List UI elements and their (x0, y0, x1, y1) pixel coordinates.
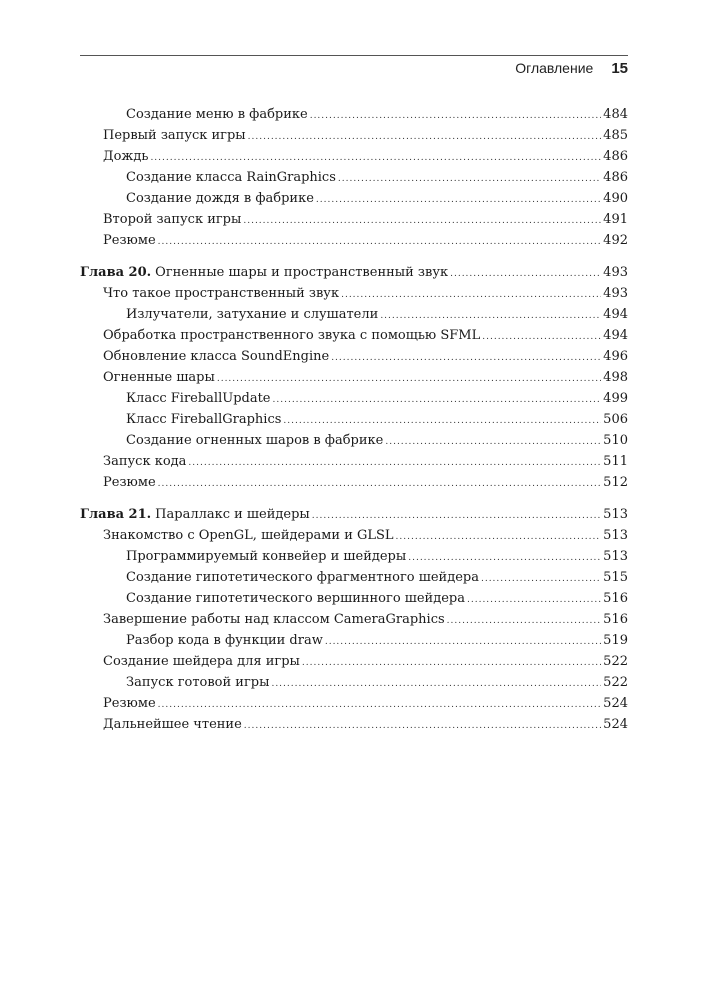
toc-entry-page: 524 (603, 696, 628, 711)
dot-leader (316, 190, 601, 211)
dot-leader (325, 632, 601, 653)
toc-entry-title: Резюме (103, 475, 156, 490)
toc-entry (80, 630, 628, 651)
dot-leader (312, 506, 601, 527)
toc-entry (80, 209, 628, 230)
dot-leader (217, 369, 601, 390)
toc-entry-title: Создание класса RainGraphics (126, 170, 336, 185)
toc-entry-title: Создание гипотетического вершинного шейдера (126, 591, 465, 606)
toc-entry-page: 493 (603, 286, 628, 301)
dot-leader (481, 569, 601, 590)
toc-entry (80, 367, 628, 388)
toc-entry-page: 490 (603, 191, 628, 206)
toc-entry-title: Разбор кода в функции draw (126, 633, 323, 648)
toc-entry-page: 515 (603, 570, 628, 585)
dot-leader (467, 590, 601, 611)
toc-entry (80, 388, 628, 409)
toc-entry (80, 283, 628, 304)
toc-entry-title: Дальнейшее чтение (103, 717, 242, 732)
toc-entry (80, 672, 628, 693)
toc-entry-page: 516 (603, 591, 628, 606)
dot-leader (244, 716, 601, 737)
chapter-number: Глава 21. (80, 507, 152, 522)
dot-leader (150, 148, 601, 169)
dot-leader (341, 285, 601, 306)
table-of-contents (80, 104, 628, 735)
dot-leader (188, 453, 601, 474)
toc-entry-page: 510 (603, 433, 628, 448)
toc-group (80, 262, 628, 493)
toc-entry-title: Знакомство с OpenGL, шейдерами и GLSL (103, 528, 394, 543)
toc-entry (80, 304, 628, 325)
dot-leader (310, 106, 601, 127)
dot-leader (450, 264, 601, 285)
toc-entry (80, 567, 628, 588)
toc-entry-page: 486 (603, 149, 628, 164)
dot-leader (283, 411, 601, 432)
dot-leader (243, 211, 601, 232)
toc-entry (80, 325, 628, 346)
toc-entry (80, 146, 628, 167)
toc-entry-page: 496 (603, 349, 628, 364)
toc-group (80, 104, 628, 251)
toc-entry-page: 522 (603, 654, 628, 669)
toc-entry-title: Создание дождя в фабрике (126, 191, 314, 206)
toc-group (80, 504, 628, 735)
toc-entry-title: Создание огненных шаров в фабрике (126, 433, 384, 448)
toc-entry-title: Второй запуск игры (103, 212, 242, 227)
toc-entry-page: 511 (603, 454, 628, 469)
toc-entry (80, 651, 628, 672)
toc-entry-page: 513 (603, 507, 628, 522)
toc-entry (80, 693, 628, 714)
toc-entry (80, 230, 628, 251)
toc-entry-page: 513 (603, 549, 628, 564)
dot-leader (385, 432, 601, 453)
toc-entry-title: Огненные шары (103, 370, 215, 385)
toc-entry-page: 484 (603, 107, 628, 122)
toc-entry (80, 714, 628, 735)
toc-entry-page: 499 (603, 391, 628, 406)
toc-entry-title: Создание меню в фабрике (126, 107, 308, 122)
toc-entry (80, 451, 628, 472)
toc-entry-title: Завершение работы над классом CameraGraphics (103, 612, 445, 627)
toc-entry-title: Обработка пространственного звука с помощью SFML (103, 328, 481, 343)
toc-entry (80, 609, 628, 630)
toc-entry-title: Программируемый конвейер и шейдеры (126, 549, 407, 564)
dot-leader (271, 674, 601, 695)
dot-leader (447, 611, 602, 632)
toc-entry-page: 506 (603, 412, 628, 427)
toc-entry (80, 546, 628, 567)
toc-entry-title: Запуск кода (103, 454, 187, 469)
toc-entry-page: 512 (603, 475, 628, 490)
chapter-number: Глава 20. (80, 265, 152, 280)
toc-entry-page: 494 (603, 307, 628, 322)
dot-leader (302, 653, 601, 674)
dot-leader (482, 327, 601, 348)
toc-entry (80, 167, 628, 188)
toc-entry-title: Дождь (103, 149, 149, 164)
toc-entry-title: Параллакс и шейдеры (155, 507, 310, 522)
toc-entry-page: 516 (603, 612, 628, 627)
toc-entry (80, 430, 628, 451)
toc-entry-title: Резюме (103, 233, 156, 248)
toc-entry-page: 485 (603, 128, 628, 143)
toc-entry-page: 498 (603, 370, 628, 385)
toc-entry (80, 472, 628, 493)
toc-entry-title: Что такое пространственный звук (103, 286, 340, 301)
running-head (515, 60, 628, 77)
header-rule (80, 55, 628, 56)
toc-entry (80, 104, 628, 125)
toc-entry-page: 522 (603, 675, 628, 690)
toc-entry-page: 494 (603, 328, 628, 343)
dot-leader (331, 348, 601, 369)
toc-entry-page: 519 (603, 633, 628, 648)
toc-entry-page: 524 (603, 717, 628, 732)
toc-entry-title: Запуск готовой игры (126, 675, 270, 690)
dot-leader (248, 127, 602, 148)
dot-leader (380, 306, 601, 327)
toc-entry-title: Создание шейдера для игры (103, 654, 300, 669)
toc-entry-title: Класс FireballGraphics (126, 412, 282, 427)
toc-entry (80, 188, 628, 209)
toc-entry (80, 525, 628, 546)
toc-entry (80, 409, 628, 430)
toc-entry (80, 346, 628, 367)
dot-leader (408, 548, 601, 569)
dot-leader (158, 232, 602, 253)
dot-leader (158, 695, 602, 716)
page-number: 15 (611, 60, 628, 77)
toc-entry (80, 125, 628, 146)
toc-chapter-entry (80, 504, 628, 525)
toc-entry-title: Излучатели, затухание и слушатели (126, 307, 379, 322)
dot-leader (158, 474, 602, 495)
toc-entry-page: 486 (603, 170, 628, 185)
toc-entry-title: Создание гипотетического фрагментного шейдера (126, 570, 479, 585)
toc-entry-title: Обновление класса SoundEngine (103, 349, 330, 364)
toc-entry-title: Резюме (103, 696, 156, 711)
toc-entry-title: Огненные шары и пространственный звук (155, 265, 449, 280)
toc-entry-title: Класс FireballUpdate (126, 391, 271, 406)
running-head-title: Оглавление (515, 60, 594, 76)
toc-entry-page: 492 (603, 233, 628, 248)
dot-leader (338, 169, 601, 190)
toc-entry-title: Первый запуск игры (103, 128, 246, 143)
toc-entry-page: 513 (603, 528, 628, 543)
toc-entry (80, 588, 628, 609)
dot-leader (273, 390, 602, 411)
dot-leader (396, 527, 602, 548)
toc-entry-page: 491 (603, 212, 628, 227)
toc-chapter-entry (80, 262, 628, 283)
toc-entry-page: 493 (603, 265, 628, 280)
